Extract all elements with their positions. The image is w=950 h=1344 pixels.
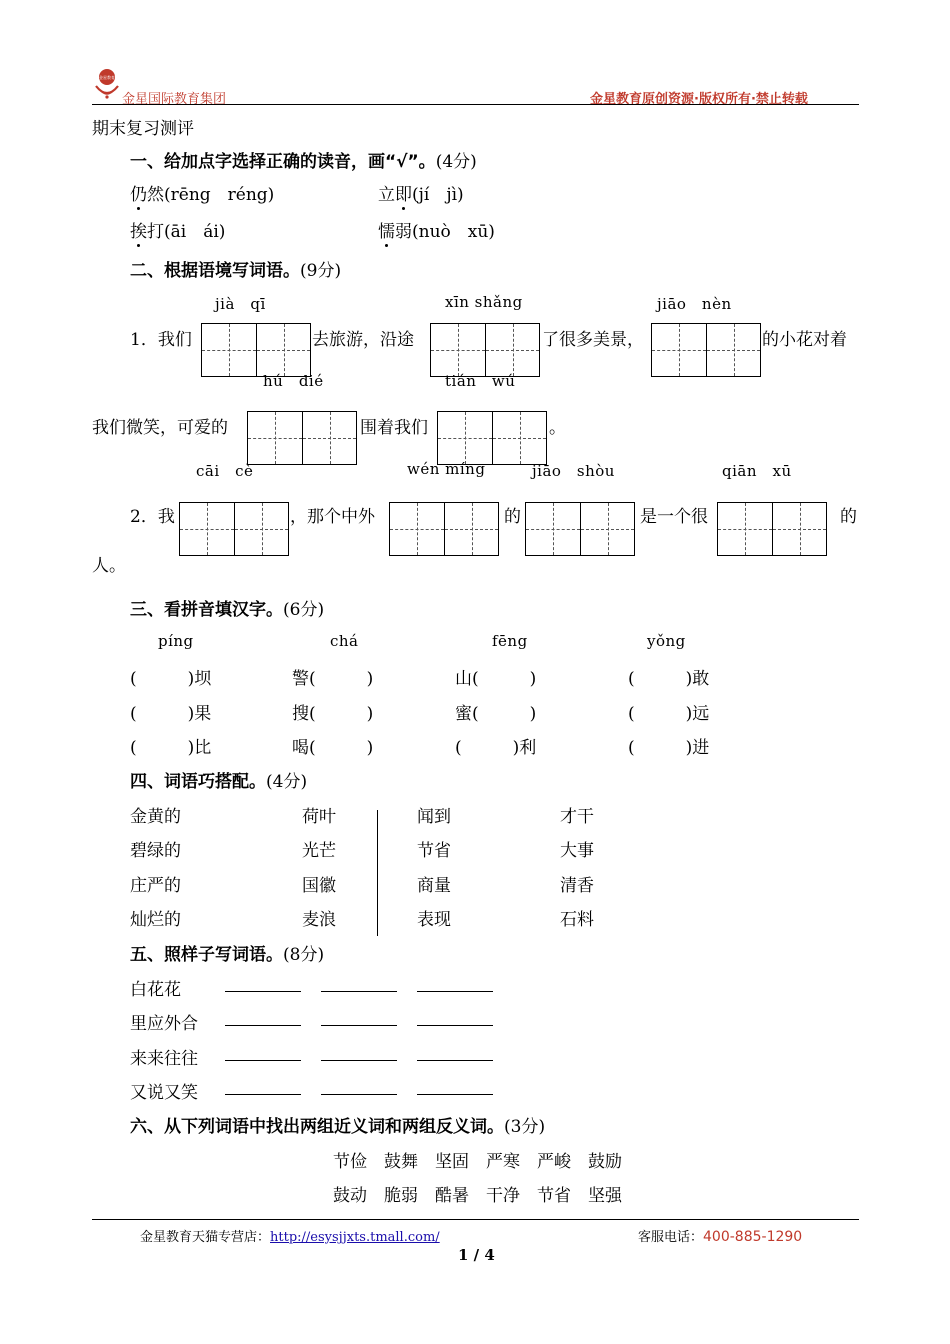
footer-service: 客服电话：400-885-1290 [638, 1229, 803, 1245]
pinyin: píng [158, 632, 194, 650]
example-word: 又说又笑 [130, 1083, 198, 1103]
fill-item[interactable]: ( )利 [455, 738, 537, 758]
header-org: 金星国际教育集团 [122, 92, 227, 107]
footer-divider [92, 1219, 859, 1220]
fill-item[interactable]: 蜜( ) [455, 704, 537, 724]
pinyin: wén míng [407, 460, 486, 478]
pinyin: yǒng [647, 632, 686, 650]
fill-item[interactable]: ( )进 [628, 738, 710, 758]
match-word[interactable]: 商量 [417, 876, 451, 896]
fill-item[interactable]: 搜( ) [292, 704, 374, 724]
writing-grid[interactable] [201, 323, 311, 377]
column-divider [377, 810, 378, 936]
match-word[interactable]: 闻到 [417, 807, 451, 827]
writing-grid[interactable] [717, 502, 827, 556]
sentence-text: 是一个很 [640, 507, 708, 527]
fill-item[interactable]: 警( ) [292, 669, 374, 689]
sentence-text: 人。 [92, 556, 126, 576]
match-word[interactable]: 石料 [560, 910, 594, 930]
match-word[interactable]: 金黄的 [130, 807, 181, 827]
fill-item[interactable]: ( )敢 [628, 669, 710, 689]
answer-blanks[interactable] [225, 980, 513, 999]
match-word[interactable]: 灿烂的 [130, 910, 181, 930]
fill-item[interactable]: ( )果 [130, 704, 212, 724]
writing-grid[interactable] [247, 411, 357, 465]
answer-blanks[interactable] [225, 1014, 513, 1033]
match-word[interactable]: 才干 [560, 807, 594, 827]
match-word[interactable]: 麦浪 [302, 910, 336, 930]
footer-store: 金星教育天猫专营店：http://esysjjxts.tmall.com/ [140, 1230, 440, 1245]
match-word[interactable]: 庄严的 [130, 876, 181, 896]
fill-item[interactable]: ( )远 [628, 704, 710, 724]
pinyin: hú dié [263, 372, 324, 390]
s1-item-4: 懦弱(nuò xū) [378, 217, 495, 242]
store-link[interactable]: http://esysjjxts.tmall.com/ [270, 1230, 440, 1245]
header-copyright: 金星教育原创资源·版权所有·禁止转载 [590, 92, 808, 107]
sentence-text: 了很多美景， [542, 330, 644, 350]
sentence-text: 去旅游，沿途 [312, 330, 414, 350]
example-word: 里应外合 [130, 1014, 198, 1034]
sentence-text: 围着我们 [360, 418, 428, 438]
writing-grid[interactable] [430, 323, 540, 377]
sentence-text: 的 [504, 507, 521, 527]
header-divider [92, 104, 859, 105]
pinyin: jiāo nèn [657, 295, 732, 313]
fill-item[interactable]: 山( ) [455, 669, 537, 689]
page-title: 期末复习测评 [92, 119, 194, 139]
writing-grid[interactable] [389, 502, 499, 556]
writing-grid[interactable] [651, 323, 761, 377]
writing-grid[interactable] [437, 411, 547, 465]
match-word[interactable]: 碧绿的 [130, 841, 181, 861]
match-word[interactable]: 国徽 [302, 876, 336, 896]
writing-grid[interactable] [179, 502, 289, 556]
writing-grid[interactable] [525, 502, 635, 556]
page-number: 1 / 4 [458, 1246, 495, 1264]
word-row: 节俭 鼓舞 坚固 严寒 严峻 鼓励 [333, 1152, 622, 1172]
example-word: 来来往往 [130, 1049, 198, 1069]
fill-item[interactable]: 喝( ) [292, 738, 374, 758]
fill-item[interactable]: ( )比 [130, 738, 212, 758]
word-row: 鼓动 脆弱 酷暑 干净 节省 坚强 [333, 1186, 622, 1206]
fill-item[interactable]: ( )坝 [130, 669, 212, 689]
sentence-text: 。 [549, 418, 566, 438]
match-word[interactable]: 清香 [560, 876, 594, 896]
pinyin: fēng [492, 632, 528, 650]
pinyin: jià qī [215, 295, 266, 313]
sentence-text: 1．我们 [130, 330, 192, 350]
pinyin: chá [330, 632, 359, 650]
match-word[interactable]: 大事 [560, 841, 594, 861]
example-word: 白花花 [130, 980, 181, 1000]
pinyin: xīn shǎng [445, 293, 523, 311]
sentence-text: 的小花对着 [762, 330, 847, 350]
pinyin: cāi cè [196, 462, 254, 480]
svg-text:金星教育: 金星教育 [99, 75, 115, 80]
section-6-heading: 六、从下列词语中找出两组近义词和两组反义词。(3分) [130, 1117, 546, 1137]
answer-blanks[interactable] [225, 1049, 513, 1068]
match-word[interactable]: 节省 [417, 841, 451, 861]
pinyin: tián wú [445, 372, 516, 390]
section-2-heading: 二、根据语境写词语。(9分) [130, 261, 342, 281]
pinyin: jiāo shòu [532, 462, 615, 480]
section-1-heading: 一、给加点字选择正确的读音，画“√”。(4分) [130, 152, 477, 172]
service-phone: 400-885-1290 [703, 1229, 803, 1245]
sentence-text: 2．我 [130, 507, 175, 527]
section-5-heading: 五、照样子写词语。(8分) [130, 945, 325, 965]
logo [92, 68, 122, 104]
pinyin: qiān xū [722, 462, 792, 480]
s1-item-2: 立即(jí jì) [378, 180, 464, 205]
section-3-heading: 三、看拼音填汉字。(6分) [130, 600, 325, 620]
s1-item-3: 挨打(āi ái) [130, 217, 225, 242]
s1-item-1: 仍然(rēng réng) [130, 180, 274, 205]
sentence-text: 我们微笑，可爱的 [92, 418, 228, 438]
answer-blanks[interactable] [225, 1083, 513, 1102]
sentence-text: 的 [840, 507, 857, 527]
match-word[interactable]: 表现 [417, 910, 451, 930]
match-word[interactable]: 光芒 [302, 841, 336, 861]
sentence-text: ，那个中外 [290, 507, 375, 527]
match-word[interactable]: 荷叶 [302, 807, 336, 827]
section-4-heading: 四、词语巧搭配。(4分) [130, 772, 308, 792]
